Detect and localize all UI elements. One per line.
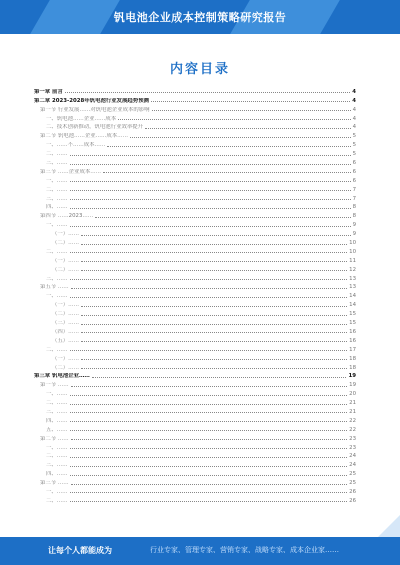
- toc-leader-dots: [81, 235, 351, 236]
- toc-entry-title: 五、……: [46, 426, 68, 433]
- toc-leader-dots: [70, 208, 351, 209]
- toc-page-number: 21: [349, 408, 356, 415]
- toc-leader-dots: [71, 386, 347, 387]
- toc-page-number: 4: [352, 106, 356, 113]
- toc-entry-title: 三、……: [46, 160, 68, 167]
- toc-entry[interactable]: [34, 139, 356, 148]
- toc-entry-title: 第一节 行业发展……对钒电池企业成本的影响: [40, 106, 150, 113]
- toc-entry[interactable]: [34, 95, 356, 104]
- toc-entry[interactable]: [34, 362, 356, 371]
- toc-page-number: 16: [349, 337, 356, 344]
- toc-entry[interactable]: [34, 371, 356, 380]
- toc-entry[interactable]: [34, 184, 356, 193]
- toc-page-number: 15: [349, 320, 356, 327]
- toc-entry-title: 四、……: [46, 417, 68, 424]
- toc-page-number: 5: [352, 142, 356, 149]
- toc-leader-dots: [70, 501, 348, 502]
- toc-leader-dots: [70, 279, 348, 280]
- toc-entry-title: 三、……: [46, 408, 68, 415]
- toc-entry[interactable]: [34, 86, 356, 95]
- toc-entry-title: 第一章 前言: [34, 88, 63, 95]
- toc-entry[interactable]: [34, 335, 356, 344]
- toc-entry[interactable]: [34, 175, 356, 184]
- toc-leader-dots: [70, 297, 348, 298]
- toc-entry-title: 第四节 ……2023……: [40, 213, 94, 220]
- toc-page-number: 18: [349, 364, 356, 371]
- toc-entry[interactable]: [34, 495, 356, 504]
- toc-page-number: 24: [349, 462, 356, 469]
- toc-entry[interactable]: [34, 326, 356, 335]
- toc-leader-dots: [95, 217, 350, 218]
- toc-entry[interactable]: [34, 459, 356, 468]
- toc-entry-title: 一、……: [46, 293, 68, 300]
- toc-entry[interactable]: [34, 193, 356, 202]
- toc-entry[interactable]: [34, 433, 356, 442]
- toc-leader-dots: [81, 324, 347, 325]
- toc-leader-dots: [65, 92, 350, 93]
- toc-leader-dots: [145, 128, 351, 129]
- toc-entry[interactable]: [34, 406, 356, 415]
- toc-leader-dots: [152, 110, 351, 111]
- toc-leader-dots: [81, 244, 347, 245]
- toc-leader-dots: [70, 475, 348, 476]
- toc-page-number: 25: [349, 480, 356, 487]
- toc-entry-title: 一、……: [46, 177, 68, 184]
- toc-leader-dots: [70, 421, 348, 422]
- toc-leader-dots: [130, 137, 351, 138]
- toc-page-number: 22: [349, 417, 356, 424]
- toc-page-number: 18: [349, 355, 356, 362]
- toc-entry[interactable]: [34, 344, 356, 353]
- toc-entry-title: 第三节 ……企业成本……: [40, 168, 102, 175]
- toc-leader-dots: [81, 270, 347, 271]
- toc-entry-title: 二、……: [46, 248, 68, 255]
- toc-leader-dots: [107, 146, 350, 147]
- toc-page-number: 6: [352, 177, 356, 184]
- toc-page-number: 20: [349, 391, 356, 398]
- toc-entry-title: 二、技术创新推动，钒电池行业效率提升: [46, 124, 144, 131]
- toc-entry-title: 第一节 ……: [40, 382, 69, 389]
- toc-entry[interactable]: [34, 122, 356, 131]
- toc-entry-title: 四、……: [46, 471, 68, 478]
- toc-entry[interactable]: [34, 255, 356, 264]
- toc-leader-dots: [70, 226, 351, 227]
- toc-leader-dots: [81, 315, 347, 316]
- toc-page-number: 6: [352, 168, 356, 175]
- toc-entry[interactable]: [34, 397, 356, 406]
- toc-leader-dots: [70, 164, 351, 165]
- toc-entry-title: 第二章 2023-2028年钒电池行业发展趋势预测: [34, 97, 149, 104]
- toc-entry-title: （一）……: [52, 257, 79, 264]
- footer-band: [0, 537, 400, 565]
- toc-entry[interactable]: [34, 290, 356, 299]
- toc-page-number: 19: [349, 382, 356, 389]
- toc-leader-dots: [118, 119, 350, 120]
- toc-entry-title: 四、……: [46, 204, 68, 211]
- toc-entry-title: （一）……: [52, 355, 79, 362]
- toc-entry-title: （二）……: [52, 311, 79, 318]
- toc-leader-dots: [70, 350, 348, 351]
- toc-entry[interactable]: [34, 442, 356, 451]
- toc-entry-title: 一、钒电池……企业……成本: [46, 115, 117, 122]
- toc-entry-title: 第二节 ……: [40, 435, 69, 442]
- toc-page-number: 9: [352, 222, 356, 229]
- toc-entry[interactable]: [34, 202, 356, 211]
- toc-leader-dots: [71, 439, 347, 440]
- toc-page-number: 9: [352, 231, 356, 238]
- toc-leader-dots: [70, 404, 348, 405]
- toc-page-number: 14: [349, 302, 356, 309]
- toc-entry-title: （一）……: [52, 302, 79, 309]
- toc-entry[interactable]: [34, 273, 356, 282]
- toc-heading: 内容目录: [169, 62, 230, 77]
- toc-page-number: 8: [352, 204, 356, 211]
- toc-page-number: 11: [349, 257, 356, 264]
- toc-entry[interactable]: [34, 157, 356, 166]
- toc-leader-dots: [70, 430, 348, 431]
- toc-page-number: 7: [352, 186, 356, 193]
- toc-page-number: 10: [349, 240, 356, 247]
- toc-entry[interactable]: [34, 264, 356, 273]
- toc-entry[interactable]: [34, 308, 356, 317]
- toc-entry-title: 二、……: [46, 346, 68, 353]
- toc-leader-dots: [70, 252, 348, 253]
- toc-leader-dots: [70, 395, 348, 396]
- report-title: 钒电池企业成本控制策略研究报告: [113, 11, 287, 24]
- toc-leader-dots: [70, 457, 348, 458]
- toc-page-number: 25: [349, 471, 356, 478]
- toc-entry-title: 第三节 ……: [40, 480, 69, 487]
- toc-page-number: 22: [349, 426, 356, 433]
- toc-entry[interactable]: [34, 486, 356, 495]
- toc-entry-title: 第五节 ……: [40, 284, 69, 291]
- toc-entry-title: 二、……: [46, 186, 68, 193]
- toc-page-number: 17: [349, 346, 356, 353]
- table-of-contents: [34, 86, 356, 504]
- toc-leader-dots: [103, 172, 351, 173]
- toc-page-number: 12: [349, 266, 356, 273]
- toc-page-number: 4: [352, 115, 356, 122]
- toc-entry[interactable]: [34, 166, 356, 175]
- toc-entry[interactable]: [34, 148, 356, 157]
- toc-entry-title: （四）……: [52, 328, 79, 335]
- toc-entry-title: （三）……: [52, 320, 79, 327]
- toc-entry-title: （五）……: [52, 337, 79, 344]
- toc-entry[interactable]: [34, 415, 356, 424]
- toc-entry-title: 一、……不……成本……: [46, 142, 106, 149]
- toc-page-number: 13: [349, 284, 356, 291]
- footer-slogan: 让每个人都能成为: [48, 546, 112, 555]
- toc-leader-dots: [70, 412, 348, 413]
- toc-entry-title: （二）……: [52, 364, 79, 371]
- toc-entry-title: 一、……: [46, 488, 68, 495]
- toc-entry[interactable]: [34, 210, 356, 219]
- toc-leader-dots: [71, 484, 347, 485]
- toc-entry-title: （一）……: [52, 231, 79, 238]
- toc-page-number: 4: [352, 97, 356, 104]
- toc-page-number: 5: [352, 151, 356, 158]
- toc-entry-title: 二、……: [46, 151, 68, 158]
- toc-leader-dots: [70, 448, 348, 449]
- toc-entry-title: （二）……: [52, 266, 79, 273]
- toc-leader-dots: [81, 368, 347, 369]
- toc-leader-dots: [70, 190, 351, 191]
- toc-page-number: 23: [349, 444, 356, 451]
- toc-entry-title: 第二节 钒电池……企业……成本……: [40, 133, 128, 140]
- page-fold-decoration: [378, 515, 400, 537]
- toc-page-number: 14: [349, 293, 356, 300]
- toc-leader-dots: [71, 288, 347, 289]
- toc-entry[interactable]: [34, 113, 356, 122]
- toc-page-number: 13: [349, 275, 356, 282]
- toc-leader-dots: [92, 377, 347, 378]
- toc-entry[interactable]: [34, 477, 356, 486]
- toc-page-number: 26: [349, 497, 356, 504]
- toc-page-number: 16: [349, 328, 356, 335]
- toc-page-number: 10: [349, 248, 356, 255]
- toc-page-number: 6: [352, 160, 356, 167]
- toc-leader-dots: [70, 181, 351, 182]
- toc-entry[interactable]: [34, 282, 356, 291]
- toc-page-number: 7: [352, 195, 356, 202]
- toc-leader-dots: [70, 155, 351, 156]
- toc-page-number: 23: [349, 435, 356, 442]
- toc-leader-dots: [70, 199, 351, 200]
- toc-entry-title: 第三章 钒电池企业……: [34, 373, 90, 380]
- toc-leader-dots: [81, 332, 347, 333]
- toc-leader-dots: [81, 359, 347, 360]
- toc-page-number: 8: [352, 213, 356, 220]
- toc-entry-title: 一、……: [46, 391, 68, 398]
- header-banner: [0, 0, 400, 34]
- toc-entry[interactable]: [34, 130, 356, 139]
- toc-entry-title: 三、……: [46, 275, 68, 282]
- toc-page-number: 19: [348, 373, 356, 380]
- toc-entry[interactable]: [34, 104, 356, 113]
- toc-entry[interactable]: [34, 228, 356, 237]
- toc-leader-dots: [151, 101, 350, 102]
- toc-entry[interactable]: [34, 424, 356, 433]
- toc-entry[interactable]: [34, 468, 356, 477]
- toc-entry-title: 二、……: [46, 400, 68, 407]
- toc-entry-title: 二、……: [46, 453, 68, 460]
- toc-entry-title: 二、……: [46, 497, 68, 504]
- toc-leader-dots: [70, 466, 348, 467]
- toc-leader-dots: [81, 306, 347, 307]
- toc-page-number: 4: [352, 88, 356, 95]
- toc-leader-dots: [81, 261, 347, 262]
- toc-entry[interactable]: [34, 353, 356, 362]
- toc-page-number: 15: [349, 311, 356, 318]
- toc-entry[interactable]: [34, 388, 356, 397]
- toc-page-number: 4: [352, 124, 356, 131]
- toc-entry[interactable]: [34, 317, 356, 326]
- toc-entry[interactable]: [34, 237, 356, 246]
- toc-page-number: 21: [349, 400, 356, 407]
- toc-entry[interactable]: [34, 219, 356, 228]
- toc-entry[interactable]: [34, 379, 356, 388]
- toc-entry-title: 一、……: [46, 444, 68, 451]
- toc-page-number: 26: [349, 488, 356, 495]
- toc-entry[interactable]: [34, 246, 356, 255]
- toc-entry[interactable]: [34, 299, 356, 308]
- toc-leader-dots: [81, 341, 347, 342]
- footer-tagline: 行业专家、管理专家、营销专家、战略专家、成本企业家……: [150, 546, 339, 554]
- toc-entry[interactable]: [34, 451, 356, 460]
- toc-page-number: 5: [352, 133, 356, 140]
- toc-entry-title: 一、……: [46, 222, 68, 229]
- toc-entry-title: 三、……: [46, 195, 68, 202]
- toc-entry-title: （二）……: [52, 240, 79, 247]
- toc-page-number: 24: [349, 453, 356, 460]
- toc-entry-title: 三、……: [46, 462, 68, 469]
- toc-leader-dots: [70, 492, 348, 493]
